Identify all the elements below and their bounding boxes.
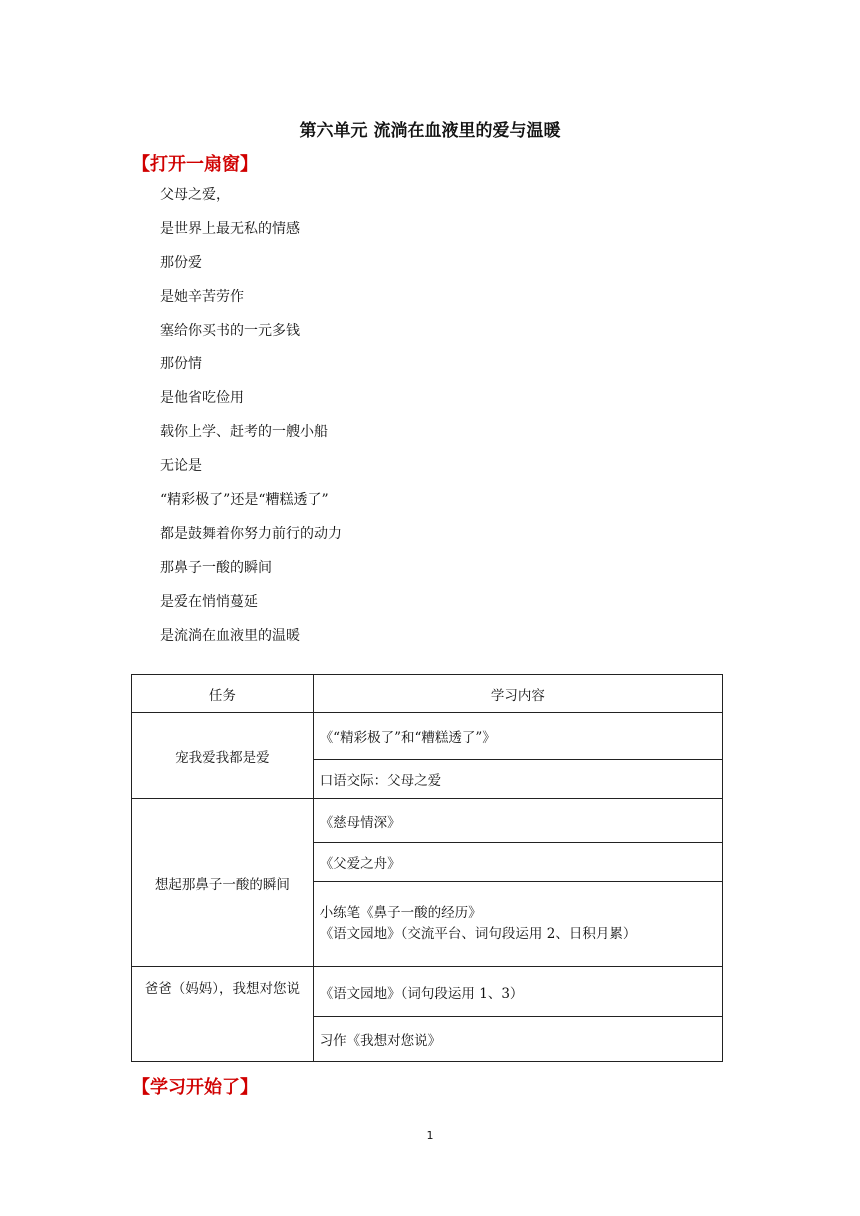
header-content: 学习内容	[313, 675, 722, 713]
table-row	[132, 799, 723, 843]
poem-line: 无论是	[160, 458, 202, 475]
poem-line: 父母之爱，	[160, 187, 230, 203]
poem-line: 载你上学、赶考的一艘小船	[160, 424, 328, 441]
content-cell: 《慈母情深》	[313, 799, 722, 843]
poem	[160, 185, 342, 659]
table-row	[132, 967, 723, 1017]
poem-line: 是他省吃俭用	[160, 390, 244, 407]
content-cell-multiline	[313, 882, 722, 967]
content-cell: 口语交际：父母之爱	[313, 760, 722, 799]
task-cell: 爸爸（妈妈），我想对您说	[132, 967, 314, 1062]
page-number: 1	[426, 1129, 434, 1142]
poem-line: 塞给你买书的一元多钱	[160, 322, 300, 339]
poem-line: 那鼻子一酸的瞬间	[160, 559, 272, 576]
poem-line: 那份情	[160, 356, 202, 373]
task-cell: 宠我爱我都是爱	[132, 713, 314, 799]
content-cell: 习作《我想对您说》	[313, 1017, 722, 1062]
page-title: 第六单元 流淌在血液里的爱与温暖	[299, 121, 561, 141]
section-heading-open-window: 【打开一扇窗】	[132, 154, 258, 175]
content-cell: 《“精彩极了”和“糟糕透了”》	[313, 713, 722, 760]
header-task: 任务	[132, 675, 314, 713]
content-cell: 《父爱之舟》	[313, 843, 722, 882]
poem-line: 那份爱	[160, 254, 202, 271]
section-heading-learning-begins: 【学习开始了】	[132, 1077, 258, 1098]
table-row	[132, 713, 723, 760]
table-header-row	[132, 675, 723, 713]
poem-line: 是爱在悄悄蔓延	[160, 593, 258, 610]
poem-line: “精彩极了”还是“糟糕透了”	[160, 492, 329, 509]
content-line: 《语文园地》（交流平台、词句段运用 2、日积月累）	[319, 926, 637, 942]
task-table	[131, 674, 723, 1062]
content-line: 小练笔《鼻子一酸的经历》	[319, 905, 482, 921]
poem-line: 是她辛苦劳作	[160, 288, 244, 305]
poem-line: 是世界上最无私的情感	[160, 220, 300, 237]
task-cell: 想起那鼻子一酸的瞬间	[132, 799, 314, 967]
poem-line: 是流淌在血液里的温暖	[160, 627, 300, 644]
poem-line: 都是鼓舞着你努力前行的动力	[160, 525, 342, 542]
content-cell: 《语文园地》（词句段运用 1、3）	[313, 967, 722, 1017]
